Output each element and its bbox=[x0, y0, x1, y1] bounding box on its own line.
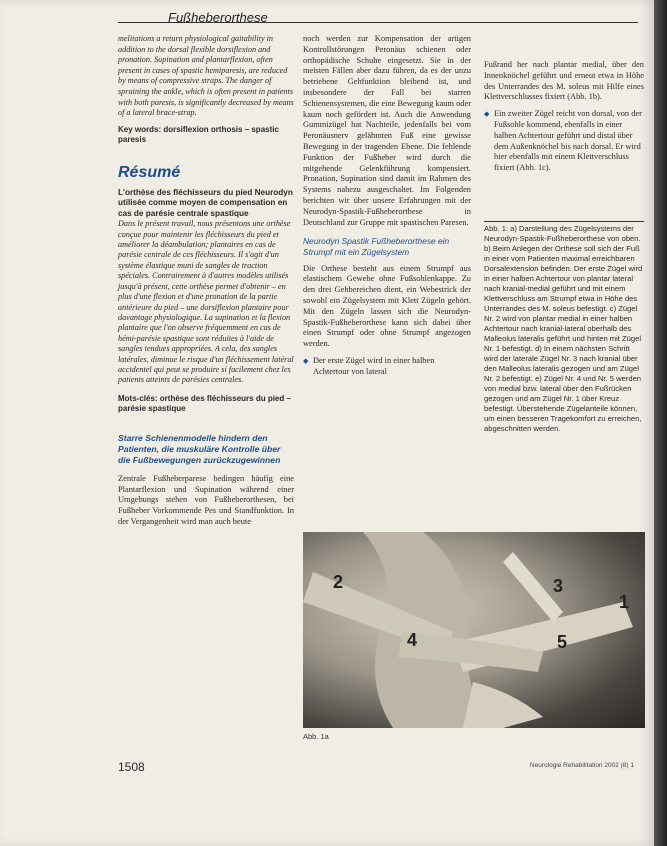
bullet-list-right bbox=[484, 109, 644, 174]
photo-label-2: 2 bbox=[333, 572, 344, 592]
resume-title: L'orthèse des fléchisseurs du pied Neurodyn utilisée comme moyen de compensation en cas de parésie centrale spastique bbox=[118, 187, 293, 218]
column-middle bbox=[303, 34, 471, 384]
keywords-english: Key words: dorsiflexion orthosis – spastic paresis bbox=[118, 124, 279, 145]
page-number: 1508 bbox=[118, 760, 145, 774]
body-text-middle-1: noch werden zur Kompensation der artigen Kontrollstörungen Peronäus schienen oder orthopädische Schuhe eingesetzt. Sie in der meisten Fällen aber dazu führen, da es der unzu betriebene Gehfunktion bleibend ist, und insbesondere der Fall bei starren Schienensystemen, die eine Bewegung kaum oder kaum noch gefördert ist. Auch die Anwendung Gummizügel hat Nachteile, jedenfalls bei vom Peronäusnerv gelähmten Fuß eine gewisse Bewegung in der tragenden Ebene. Die fehlende Funktion der Fußheber wird durch die mitgehende Gelenkführung kompensiert. Pronation, Supination sind damit im Rahmen des Systems nahezu ausgeschaltet. Im Folgenden berichten wir über unsere Erfahrungen mit der Neurodyn-Spastik-Fußheberorthese in Deutschland zur Gruppe mit spastischen Paresen. bbox=[303, 34, 471, 227]
column-right bbox=[484, 60, 644, 180]
subheading-strumpf: Neurodyn Spastik Fußheberorthese ein Strumpf mit ein Zügelsystem bbox=[303, 236, 450, 257]
orthosis-photo bbox=[303, 532, 645, 728]
page-edge-shadow bbox=[654, 0, 667, 846]
photo-label-3: 3 bbox=[553, 576, 564, 596]
photo-label-4: 4 bbox=[407, 630, 418, 650]
bullet-item: ◆ Der erste Zügel wird in einer halben Achtertour von lateral bbox=[313, 356, 471, 378]
bullet-list-middle bbox=[303, 356, 471, 378]
resume-heading: Résumé bbox=[118, 163, 181, 181]
running-header bbox=[118, 10, 638, 28]
figure-caption-text: Abb. 1: a) Darstellung des Zügelsystems der Neurodyn-Spastik-Fußheberorthese von oben. b) Beim Anlegen der Orthese soll sich der Fuß in einer vom Patienten maximal erreichbaren Dorsalextension befinden. Der erste Zügel wird in einer halben Achtertour von plantar lateral nach kranial-medial geführt und mit einem Klettverschluss am Strumpf etwa in Höhe des Unterrandes des M. soleus befestigt. c) Zügel Nr. 2 wird von plantar medial in einer halben Achtertour nach kranial-lateral oberhalb des Malleolus lateralis geführt und hinten mit Zügel Nr. 1 befestigt. d) In einem nächsten Schritt wird der laterale Zügel Nr. 3 nach kranial über den Malleolus lateralis gezogen und am Zügel Nr. 2 befestigt. e) Zügel Nr. 4 und Nr. 5 werden von medial bzw. lateral über den Fußrücken gezogen und am Zügel Nr. 1 über Kreuz befestigt. Überstehende Zügelanteile können, um einen besseren Tragekomfort zu erreichen, abgeschnitten werden. bbox=[484, 224, 643, 433]
mots-cles: Mots-clés: orthèse des fléchisseurs du pied – parésie spastique bbox=[118, 393, 291, 414]
body-text-right: Fußrand her nach plantar medial, über den Innenknöchel geführt und erneut etwa in Höhe des Unterrandes des M. soleus mit Hilfe eines Klettverschlusses fixiert (Abb. 1b). bbox=[484, 60, 644, 102]
body-text-middle-2: Die Orthese besteht aus einem Strumpf aus elastischem Gewebe ohne Fußsohlenkappe. Zu den drei Gehbereichen dient, ein Webestrick der sowohl ein Zügelsystem mit Klett Zügeln gehört. Mit den Zügeln lassen sich die Neurodyn-Spastik-Fußheberorthese kann sich dabei über einen Strumpf oder ohne Strumpf angezogen werden. bbox=[303, 263, 471, 349]
photo-label-1: 1 bbox=[619, 592, 630, 612]
abstract-english: melitations a return physiological gaitability in addition to the dorsal flexible dorsiflexion and pronation. Supination and plantarflexion, often present in cases of spastic hemiparesis, are reduced by means of compressive straps. The danger of spraining the ankle, which is often present in patients with both paresis, is significantly decreased by means of a lateral brace-strap. bbox=[118, 34, 294, 118]
orthosis-illustration bbox=[303, 532, 645, 728]
section-heading-blue: Starre Schienenmodelle hindern den Patienten, die muskuläre Kontrolle über die Fußbewegungen zurückzugewinnen bbox=[118, 432, 281, 465]
journal-footer: Neurologie Rehabilitation 2002 (8) 1 bbox=[529, 762, 634, 769]
photo-caption: Abb. 1a bbox=[303, 732, 329, 741]
bullet-item: ◆ Ein zweiter Zügel reicht von dorsal, von der Fußsohle kommend, ebenfalls in einer halben Achtertour geführt und distal über dem Außenknöchel bis nach dorsal. Er wird hier ebenfalls mit einem Klettverschluss fixiert (Abb. 1c). bbox=[494, 109, 644, 174]
caption-rule bbox=[484, 221, 644, 222]
photo-label-5: 5 bbox=[557, 632, 568, 652]
column-left bbox=[118, 34, 294, 534]
toes-shape bbox=[463, 682, 543, 728]
running-header-title: Fußheberorthese bbox=[168, 10, 268, 25]
resume-body: Dans le présent travail, nous présentons une orthèse conçue pour maintenir les fléchisseurs du pied et améliorer la déambulation; plantaires en cas de parésie centrale de ces fléchisseurs. Il s'agit d'un système élastique muni de sangles de traction spéciales. Contrairement à d'autres modèles utilisés jusqu'à présent, cette orthèse permet d'obtenir – en plus d'une flexion et d'une pronation de la partie antérieure du pied – une dorsiflexion plantaire pour davantage physiologique. La supination et la flexion plantaire que l'on observe fréquemment en cas de hémi-parésie spastique sont réduites à l'aide de sangles tendues appropriées. A cela, des sangles latérales, diminue le risque d'un fléchissement latéral accidentel qui peut se produire si facilement chez les patients atteints de parésies centrales. bbox=[118, 219, 294, 385]
body-text-left: Zentrale Fußheberparese bedingen häufig eine Plantarflexion und Supination während einer Umgebungs stehen von Fußheberorthesen, bei Fußheber Vorkommende Pes und Standfunktion. In der Vergangenheit wird man auch heute bbox=[118, 473, 294, 526]
